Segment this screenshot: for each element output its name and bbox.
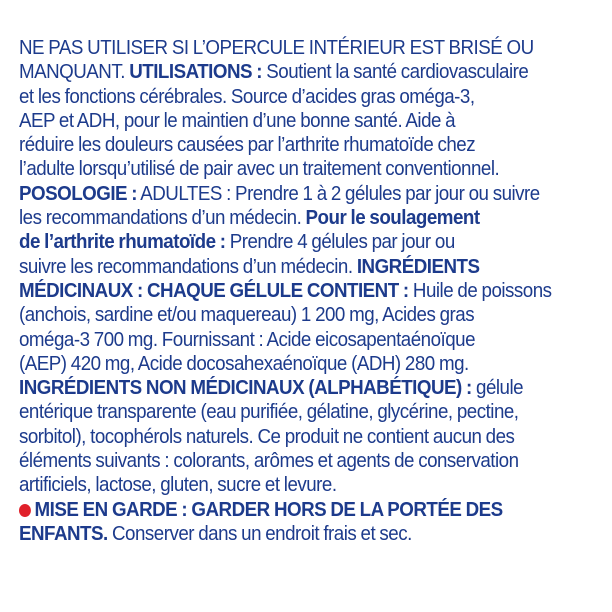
- line-6: [19, 157, 599, 181]
- segment: réduire les douleurs causées par l’arthrite rhumatoïde chez: [19, 133, 476, 157]
- segment: oméga-3 700 mg. Fournissant : Acide eicosapentaénoïque: [19, 327, 476, 351]
- segment: Soutient la santé cardiovasculaire: [262, 60, 529, 84]
- segment: sorbitol), tocophérols naturels. Ce produit ne contient aucun des: [19, 424, 515, 448]
- line-7: [19, 182, 599, 206]
- segment: Prendre 4 gélules par jour ou: [225, 230, 455, 254]
- heading-mise-en-garde: MISE EN GARDE : GARDER HORS DE LA PORTÉE DES: [34, 497, 503, 521]
- line-5: [19, 133, 599, 157]
- line-10: [19, 255, 599, 279]
- line-15: [19, 376, 599, 400]
- line-13: [19, 328, 599, 352]
- segment: suivre les recommandations d’un médecin.: [19, 254, 357, 278]
- product-label-text: [19, 36, 599, 546]
- heading-enfants: ENFANTS.: [19, 521, 108, 545]
- line-21: [19, 522, 599, 546]
- segment: AEP et ADH, pour le maintien d’une bonne santé. Aide à: [19, 108, 456, 132]
- line-3: [19, 85, 599, 109]
- heading-non-medicinaux: INGRÉDIENTS NON MÉDICINAUX (ALPHABÉTIQUE) :: [19, 376, 472, 400]
- heading-posologie: POSOLOGIE :: [19, 181, 138, 205]
- segment: gélule: [471, 376, 524, 400]
- segment: les recommandations d’un médecin.: [19, 206, 306, 230]
- segment: entérique transparente (eau purifiée, gélatine, glycérine, pectine,: [19, 400, 519, 424]
- heading-ingredients: INGRÉDIENTS: [356, 254, 480, 278]
- heading-soulagement: Pour le soulagement: [305, 206, 480, 230]
- segment: NE PAS UTILISER SI L’OPERCULE INTÉRIEUR EST BRISÉ OU: [19, 36, 534, 59]
- line-1: [19, 36, 599, 60]
- red-dot-icon: [19, 504, 31, 517]
- line-9: [19, 230, 599, 254]
- segment: (anchois, sardine et/ou maquereau) 1 200 mg, Acides gras: [19, 303, 475, 327]
- segment: l’adulte lorsqu’utilisé de pair avec un traitement conventionnel.: [19, 157, 500, 181]
- segment: éléments suivants : colorants, arômes et agents de conservation: [19, 449, 519, 473]
- line-12: [19, 303, 599, 327]
- line-4: [19, 109, 599, 133]
- heading-medicinaux: MÉDICINAUX : CHAQUE GÉLULE CONTIENT :: [19, 278, 409, 302]
- heading-soulagement-cont: de l’arthrite rhumatoïde :: [19, 230, 226, 254]
- line-18: [19, 449, 599, 473]
- segment: artificiels, lactose, gluten, sucre et levure.: [19, 473, 337, 497]
- heading-utilisations: UTILISATIONS :: [129, 60, 263, 84]
- line-11: [19, 279, 599, 303]
- line-20: [19, 498, 599, 522]
- segment: Huile de poissons: [408, 278, 552, 302]
- line-19: [19, 473, 599, 497]
- line-2: [19, 60, 599, 84]
- line-16: [19, 400, 599, 424]
- segment: (AEP) 420 mg, Acide docosahexaénoïque (ADH) 280 mg.: [19, 351, 469, 375]
- line-17: [19, 425, 599, 449]
- line-14: [19, 352, 599, 376]
- segment: et les fonctions cérébrales. Source d’acides gras oméga-3,: [19, 84, 475, 108]
- segment: Conserver dans un endroit frais et sec.: [107, 521, 412, 545]
- segment: ADULTES : Prendre 1 à 2 gélules par jour ou suivre: [137, 181, 540, 205]
- segment: MANQUANT.: [19, 60, 130, 84]
- line-8: [19, 206, 599, 230]
